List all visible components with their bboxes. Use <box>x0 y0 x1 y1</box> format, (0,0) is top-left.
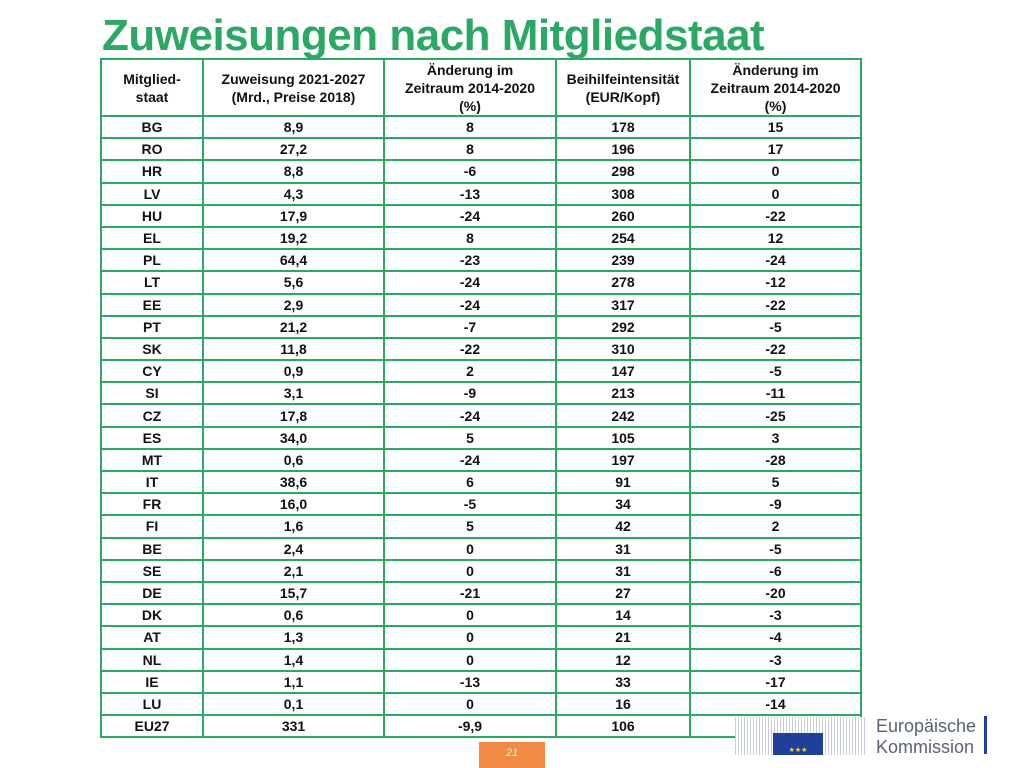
member-state-cell: EE <box>101 294 203 316</box>
aid-intensity-cell: 27 <box>556 582 690 604</box>
aid-intensity-cell: 242 <box>556 404 690 426</box>
allocation-change-cell: -5 <box>384 493 556 515</box>
table-row <box>101 160 861 182</box>
member-state-cell: EU27 <box>101 715 203 737</box>
allocation-cell: 11,8 <box>203 338 384 360</box>
aid-intensity-cell: 310 <box>556 338 690 360</box>
intensity-change-cell: -5 <box>690 316 861 338</box>
header-intensity-change: Änderung im Zeitraum 2014-2020 (%) <box>690 59 861 116</box>
allocation-cell: 19,2 <box>203 227 384 249</box>
table-row <box>101 449 861 471</box>
allocation-cell: 64,4 <box>203 249 384 271</box>
intensity-change-cell: -3 <box>690 649 861 671</box>
table-row <box>101 427 861 449</box>
aid-intensity-cell: 292 <box>556 316 690 338</box>
allocation-cell: 38,6 <box>203 471 384 493</box>
aid-intensity-cell: 105 <box>556 427 690 449</box>
intensity-change-cell: 0 <box>690 183 861 205</box>
member-state-cell: IE <box>101 671 203 693</box>
table-row <box>101 626 861 648</box>
table-row <box>101 538 861 560</box>
member-state-cell: BE <box>101 538 203 560</box>
intensity-change-cell: 5 <box>690 471 861 493</box>
allocation-cell: 0,9 <box>203 360 384 382</box>
allocation-change-cell: -6 <box>384 160 556 182</box>
member-state-cell: PL <box>101 249 203 271</box>
member-state-cell: FR <box>101 493 203 515</box>
member-state-cell: DK <box>101 604 203 626</box>
allocation-cell: 34,0 <box>203 427 384 449</box>
allocation-change-cell: -21 <box>384 582 556 604</box>
allocation-cell: 1,3 <box>203 626 384 648</box>
table-row <box>101 515 861 537</box>
header-allocation-change: Änderung im Zeitraum 2014-2020 (%) <box>384 59 556 116</box>
table-row <box>101 271 861 293</box>
member-state-cell: FI <box>101 515 203 537</box>
intensity-change-cell: -4 <box>690 626 861 648</box>
intensity-change-cell: 3 <box>690 427 861 449</box>
allocation-cell: 17,8 <box>203 404 384 426</box>
allocation-change-cell: 2 <box>384 360 556 382</box>
allocation-change-cell: -13 <box>384 183 556 205</box>
member-state-cell: PT <box>101 316 203 338</box>
aid-intensity-cell: 278 <box>556 271 690 293</box>
allocation-change-cell: -22 <box>384 338 556 360</box>
aid-intensity-cell: 213 <box>556 382 690 404</box>
member-state-cell: SK <box>101 338 203 360</box>
allocation-change-cell: 0 <box>384 693 556 715</box>
eu-flag-icon <box>773 733 823 755</box>
allocation-change-cell: -24 <box>384 271 556 293</box>
member-state-cell: IT <box>101 471 203 493</box>
allocation-cell: 0,1 <box>203 693 384 715</box>
table-row <box>101 205 861 227</box>
intensity-change-cell: -3 <box>690 604 861 626</box>
aid-intensity-cell: 21 <box>556 626 690 648</box>
member-state-cell: SI <box>101 382 203 404</box>
member-state-cell: BG <box>101 116 203 138</box>
header-aid-intensity: Beihilfeintensität (EUR/Kopf) <box>556 59 690 116</box>
table-row <box>101 294 861 316</box>
aid-intensity-cell: 197 <box>556 449 690 471</box>
member-state-cell: HR <box>101 160 203 182</box>
allocation-cell: 2,4 <box>203 538 384 560</box>
allocation-cell: 4,3 <box>203 183 384 205</box>
allocation-change-cell: -9,9 <box>384 715 556 737</box>
commission-logo-bar <box>984 716 987 754</box>
table-row <box>101 671 861 693</box>
member-state-cell: LU <box>101 693 203 715</box>
allocation-cell: 8,8 <box>203 160 384 182</box>
table-row <box>101 316 861 338</box>
member-state-cell: LT <box>101 271 203 293</box>
allocation-cell: 3,1 <box>203 382 384 404</box>
intensity-change-cell: 17 <box>690 138 861 160</box>
table-row <box>101 693 861 715</box>
table-row <box>101 249 861 271</box>
member-state-cell: AT <box>101 626 203 648</box>
member-state-cell: LV <box>101 183 203 205</box>
allocation-cell: 8,9 <box>203 116 384 138</box>
eu-flag-stars: ★★★ <box>788 746 808 754</box>
member-state-cell: RO <box>101 138 203 160</box>
page-number-badge: 21 <box>479 742 545 768</box>
intensity-change-cell: 2 <box>690 515 861 537</box>
allocation-cell: 1,4 <box>203 649 384 671</box>
aid-intensity-cell: 12 <box>556 649 690 671</box>
member-state-cell: ES <box>101 427 203 449</box>
aid-intensity-cell: 260 <box>556 205 690 227</box>
aid-intensity-cell: 34 <box>556 493 690 515</box>
commission-logo-line1: Europäische <box>876 716 977 736</box>
table-row <box>101 471 861 493</box>
intensity-change-cell: -22 <box>690 294 861 316</box>
allocation-cell: 1,6 <box>203 515 384 537</box>
allocation-cell: 2,9 <box>203 294 384 316</box>
allocation-change-cell: 8 <box>384 116 556 138</box>
member-state-cell: CY <box>101 360 203 382</box>
aid-intensity-cell: 239 <box>556 249 690 271</box>
table-header-row <box>101 59 861 116</box>
table-row <box>101 138 861 160</box>
allocation-cell: 16,0 <box>203 493 384 515</box>
allocation-cell: 0,6 <box>203 449 384 471</box>
allocation-change-cell: -24 <box>384 294 556 316</box>
aid-intensity-cell: 147 <box>556 360 690 382</box>
aid-intensity-cell: 16 <box>556 693 690 715</box>
table-row <box>101 183 861 205</box>
table-row <box>101 227 861 249</box>
aid-intensity-cell: 91 <box>556 471 690 493</box>
intensity-change-cell: 12 <box>690 227 861 249</box>
member-state-cell: EL <box>101 227 203 249</box>
allocation-change-cell: 5 <box>384 427 556 449</box>
allocation-change-cell: -7 <box>384 316 556 338</box>
member-state-cell: DE <box>101 582 203 604</box>
intensity-change-cell: -12 <box>690 271 861 293</box>
allocation-change-cell: 6 <box>384 471 556 493</box>
allocation-change-cell: -23 <box>384 249 556 271</box>
allocation-change-cell: -9 <box>384 382 556 404</box>
allocation-change-cell: 8 <box>384 138 556 160</box>
commission-logo-line2: Kommission <box>876 737 975 757</box>
aid-intensity-cell: 298 <box>556 160 690 182</box>
table-row <box>101 404 861 426</box>
allocation-change-cell: 8 <box>384 227 556 249</box>
table-row <box>101 116 861 138</box>
intensity-change-cell: -25 <box>690 404 861 426</box>
intensity-change-cell: 0 <box>690 160 861 182</box>
table-row <box>101 604 861 626</box>
intensity-change-cell: -22 <box>690 338 861 360</box>
aid-intensity-cell: 317 <box>556 294 690 316</box>
intensity-change-cell: -11 <box>690 382 861 404</box>
aid-intensity-cell: 31 <box>556 538 690 560</box>
allocation-change-cell: 5 <box>384 515 556 537</box>
intensity-change-cell: -5 <box>690 538 861 560</box>
allocation-cell: 0,6 <box>203 604 384 626</box>
allocation-change-cell: -13 <box>384 671 556 693</box>
allocation-cell: 2,1 <box>203 560 384 582</box>
aid-intensity-cell: 254 <box>556 227 690 249</box>
allocation-cell: 5,6 <box>203 271 384 293</box>
header-allocation: Zuweisung 2021-2027 (Mrd., Preise 2018) <box>203 59 384 116</box>
aid-intensity-cell: 31 <box>556 560 690 582</box>
member-state-cell: NL <box>101 649 203 671</box>
intensity-change-cell: -6 <box>690 560 861 582</box>
table-row <box>101 360 861 382</box>
member-state-cell: HU <box>101 205 203 227</box>
intensity-change-cell: -22 <box>690 205 861 227</box>
intensity-change-cell: -28 <box>690 449 861 471</box>
allocation-cell: 17,9 <box>203 205 384 227</box>
allocation-cell: 331 <box>203 715 384 737</box>
table-row <box>101 582 861 604</box>
allocation-change-cell: 0 <box>384 649 556 671</box>
allocation-change-cell: 0 <box>384 604 556 626</box>
member-state-cell: CZ <box>101 404 203 426</box>
table-row <box>101 560 861 582</box>
header-member-state: Mitglied- staat <box>101 59 203 116</box>
table-row <box>101 382 861 404</box>
table-row <box>101 493 861 515</box>
intensity-change-cell: -5 <box>690 360 861 382</box>
allocation-cell: 21,2 <box>203 316 384 338</box>
intensity-change-cell: -17 <box>690 671 861 693</box>
intensity-change-cell: 15 <box>690 116 861 138</box>
aid-intensity-cell: 308 <box>556 183 690 205</box>
allocation-change-cell: -24 <box>384 205 556 227</box>
intensity-change-cell: -20 <box>690 582 861 604</box>
aid-intensity-cell: 178 <box>556 116 690 138</box>
member-state-cell: MT <box>101 449 203 471</box>
commission-logo <box>876 716 976 758</box>
slide-title: Zuweisungen nach Mitgliedstaat <box>102 11 765 60</box>
member-state-cell: SE <box>101 560 203 582</box>
intensity-change-cell: -14 <box>690 693 861 715</box>
aid-intensity-cell: 106 <box>556 715 690 737</box>
table-row <box>101 649 861 671</box>
allocation-cell: 15,7 <box>203 582 384 604</box>
allocation-change-cell: 0 <box>384 538 556 560</box>
aid-intensity-cell: 42 <box>556 515 690 537</box>
allocation-change-cell: 0 <box>384 560 556 582</box>
allocation-cell: 27,2 <box>203 138 384 160</box>
allocation-change-cell: -24 <box>384 449 556 471</box>
intensity-change-cell: -9 <box>690 493 861 515</box>
allocation-table <box>100 58 862 738</box>
allocation-cell: 1,1 <box>203 671 384 693</box>
allocation-change-cell: -24 <box>384 404 556 426</box>
aid-intensity-cell: 33 <box>556 671 690 693</box>
aid-intensity-cell: 196 <box>556 138 690 160</box>
table-row <box>101 338 861 360</box>
aid-intensity-cell: 14 <box>556 604 690 626</box>
allocation-change-cell: 0 <box>384 626 556 648</box>
intensity-change-cell: -24 <box>690 249 861 271</box>
table-body <box>101 116 861 737</box>
